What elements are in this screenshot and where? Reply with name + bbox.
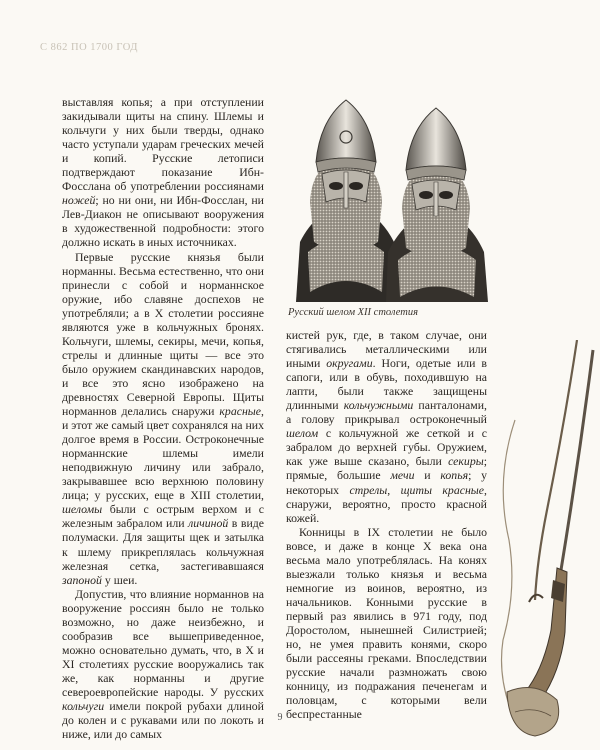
left-text-column <box>62 95 264 741</box>
paragraph: выставляя копья; а при отступлении закидывали щиты на спину. Шлемы и кольчуги у них были тверды, однако часто уступали ударам греческих мечей и копий. Русские летописи подтверждают показание Ибн-Фосслана об употреблении россиянами ножей; но ни они, ни Ибн-Фосслан, ни Лев-Диакон не описывают вооружения в художественной подробности: этого должно искать в иных источниках. <box>62 95 264 250</box>
running-head: С 862 ПО 1700 ГОД <box>40 42 138 53</box>
right-text-column <box>286 328 487 721</box>
paragraph: кистей рук, где, в таком случае, они стягивались металлическими или иными округами. Ноги, одетые или в сапоги, или в обувь, походившую на лапти, были также защищены длинными кольчужными панталонами, а голову прикрывал остроконечный шелом с кольчужной же сеткой и с забралом до верхней губы. Оружием, как уже выше сказано, были секиры; прямые, большие мечи и копья; у некоторых стрелы, щиты красные, снаружи, вероятно, просто красной кожей. <box>286 328 487 525</box>
helmet-illustration <box>286 92 491 302</box>
figure-caption: Русский шелом XII столетия <box>288 307 418 318</box>
weapons-illustration <box>495 340 600 740</box>
page-number: 9 <box>277 712 283 723</box>
paragraph: Допустив, что влияние норманнов на вооружение россиян было не только возможно, но даже неизбежно, и сообразив все вышеприведенное, можно основательно думать, что, в X и XI столетиях русские вооружались так же, как норманны и другие североевропейские народы. У русских кольчуги имели покрой рубахи длиной до колен и с рукавами или по локоть и ниже, или до самых <box>62 586 264 742</box>
paragraph: Конницы в IX столетии не было вовсе, и даже в конце X века она весьма мало употреблялась. На конях выезжали только князья и весьма немногие из воинов, вероятно, из начальников. Конными русские в первый раз явились в 971 году, под Доростолом, нынешней Силистрией; но, не умея править конями, скоро были рассеяны греками. Впоследствии русские начали размножать свою конницу, из подражания печенегам и половцам, с которыми вели беспрестанные <box>286 524 487 722</box>
paragraph: Первые русские князья были норманны. Весьма естественно, что они принесли с собой и норманнское оружие, ибо славяне доспехов не употребляли; а в X столетии россияне являются уже в кольчужных бронях. Кольчуги, шлемы, секиры, мечи, копья, стрелы и длинные щиты — все это было оружием скандинавских народов, и все это ясно изображено на древностях Северной Европы. Щиты норманнов делались снаружи красные, и этот же самый цвет сохранялся на них долгое время в России. Остроконечные норманнские шлемы имели неподвижную личину или забрало, закрывавшее всю верхнюю половину лица; у русских, еще в XIII столетии, шеломы были с острым верхом и с железным забралом или личиной в виде полумаски. Для защиты щек и затылка к шлему прикреплялась кольчужная железная сетка, застегивавшаяся запоной у шеи. <box>62 249 265 587</box>
